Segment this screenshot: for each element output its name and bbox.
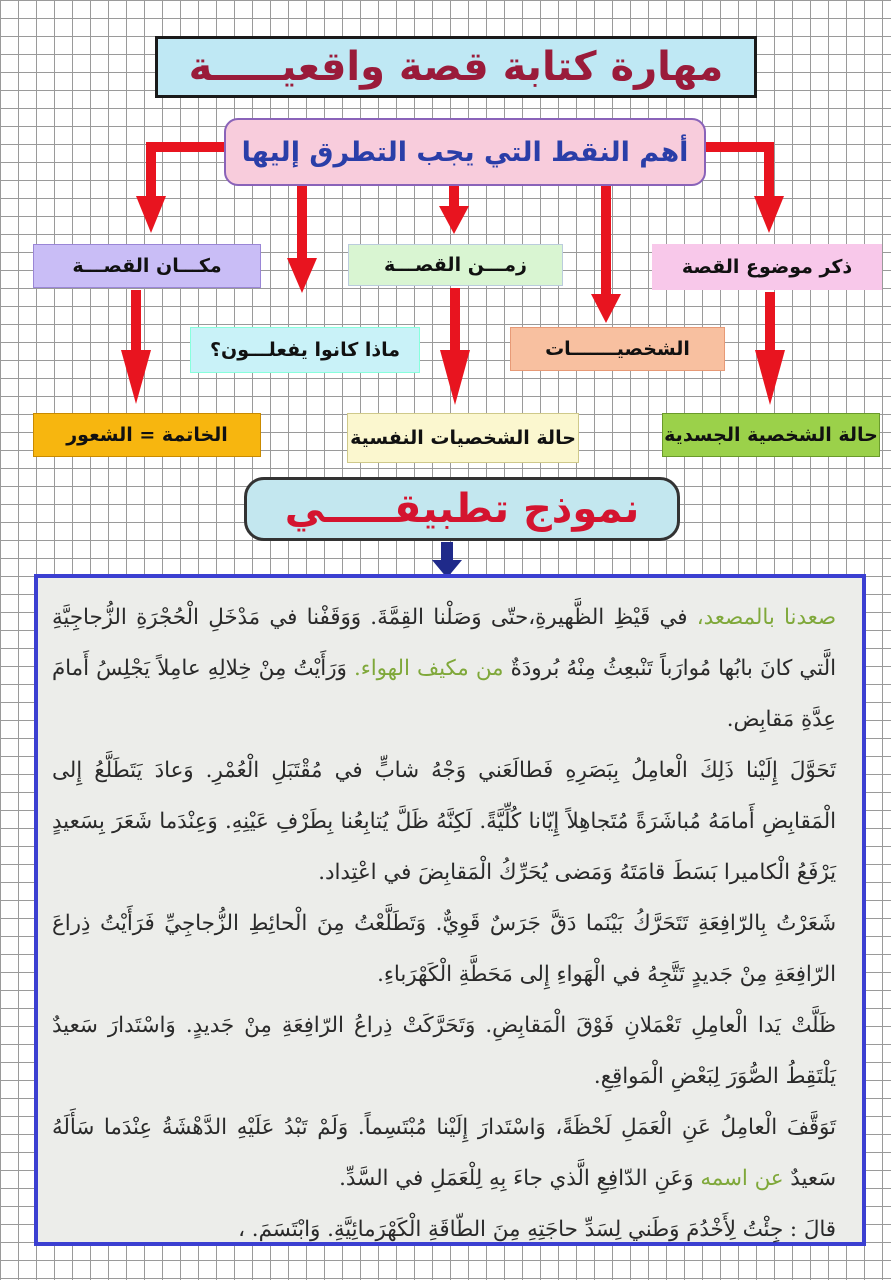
highlight-name: عن اسمه bbox=[700, 1166, 784, 1191]
point-story-subject: ذكر موضوع القصة bbox=[652, 244, 882, 290]
highlight-detail: من مكيف الهواء. bbox=[353, 656, 511, 681]
story-paragraph-6: قالَ : جِئْتُ لِأَخْدُمَ وَطَني لِسَدِّ حاجَتِهِ مِنَ الطّاقَةِ الْكَهْرَمائِيَّةِ. وَابْتَسَمَ. ، bbox=[238, 1217, 836, 1242]
story-paragraph-2: تَحَوَّلَ إِلَيْنا ذَلِكَ الْعامِلُ بِبَصَرِهِ فَطالَعَني وَجْهُ شابٍّ في مُقْتَبَلِ الْعُمْرِ. وَعادَ يَتَطَلَّعُ إِلى الْمَقابِضِ أَمامَهُ مُباشَرَةً مُتَجاهِلاً إِيّانا كُلِّيَّةً. لَكِنَّهُ ظَلَّ يُتابِعُنا بِطَرْفِ عَيْنِهِ. وَعِنْدَما شَعَرَ بِسَعيدٍ يَرْفَعُ الْكاميرا بَسَطَ قامَتَهُ وَمَضى يُحَرِّكُ الْمَقابِضَ في اعْتِداد. bbox=[52, 758, 836, 885]
point-ending-feeling: الخاتمة = الشعور bbox=[33, 413, 261, 457]
point-story-time: زمـــن القصـــة bbox=[348, 244, 563, 286]
point-physical-state: حالة الشخصية الجسدية bbox=[662, 413, 880, 457]
key-points-heading: أهم النقط التي يجب التطرق إليها bbox=[224, 118, 706, 186]
story-paragraph-3: شَعَرْتُ بِالرّافِعَةِ تَتَحَرَّكُ بَيْنَما دَقَّ جَرَسٌ قَوِيٌّ. وَتَطَلَّعْتُ مِنَ الْحائِطِ الزُّجاجِيِّ فَرَأَيْتُ ذِراعَ الرّافِعَةِ مِنْ جَديدٍ تَتَّجِهُ في الْهَواءِ إِلى مَحَطَّةِ الْكَهْرَباءِ. bbox=[52, 911, 836, 987]
point-story-place: مكـــان القصـــة bbox=[33, 244, 261, 288]
text-run: في قَيْظِ الظَّهيرةِ،حتّى وَصَلْنا القِمَّةَ. وَوَقَفْنا في مَدْخَلِ الْحُجْرَةِ الزُّجاجِيَّةِ الَّتي كانَ بابُها مُوارَباً تَنْبعِثُ مِنْهُ بُرودَةٌ bbox=[52, 605, 837, 681]
applied-model-heading: نموذج تطبيقـــــي bbox=[244, 477, 680, 541]
point-psychological-state: حالة الشخصيات النفسية bbox=[347, 413, 579, 463]
story-paragraph-1 bbox=[52, 592, 836, 745]
text-run: وَعَنِ الدّافِعِ الَّذي جاءَ بِهِ لِلْعَمَلِ في السَّدِّ. bbox=[339, 1166, 701, 1191]
page-title: مهارة كتابة قصة واقعيـــــة bbox=[155, 36, 757, 98]
text-run: تَوَقَّفَ الْعامِلُ عَنِ الْعَمَلِ لَحْظَةً، وَاسْتَدارَ إِلَيْنا مُبْتَسِماً. وَلَمْ تَبْدُ عَلَيْهِ الدَّهْشَةُ عِنْدَما سَأَلَهُ سَعيدٌ bbox=[52, 1115, 836, 1191]
story-text-panel bbox=[34, 574, 866, 1246]
story-paragraph-5 bbox=[52, 1102, 836, 1204]
text-run: وَرَأَيْتُ مِنْ خِلالِهِ عامِلاً يَجْلِسُ أَمامَ عِدَّةِ مَقابِض. bbox=[52, 656, 836, 732]
highlight-place: صعدنا بالمصعد، bbox=[696, 605, 836, 630]
story-paragraph-4: ظَلَّتْ يَدا الْعامِلِ تَعْمَلانِ فَوْقَ الْمَقابِضِ. وَتَحَرَّكَتْ ذِراعُ الرّافِعَةِ مِنْ جَديدٍ. وَاسْتَدارَ سَعيدٌ يَلْتَقِطُ الصُّوَرَ لِبَعْضِ الْمَواقِعِ. bbox=[52, 1013, 836, 1089]
point-what-were-they-doing: ماذا كانوا يفعلـــون؟ bbox=[190, 327, 420, 373]
point-characters: الشخصيـــــــات bbox=[510, 327, 725, 371]
